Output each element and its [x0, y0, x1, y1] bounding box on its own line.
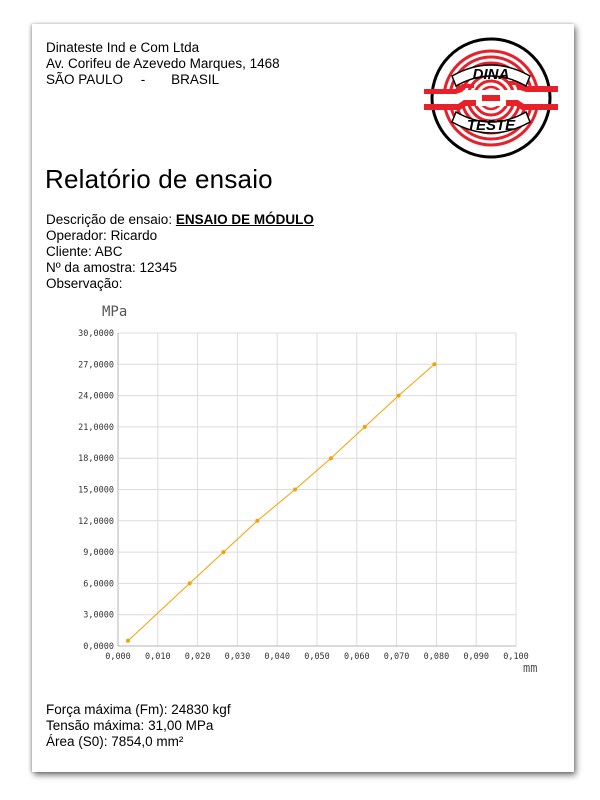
x-tick-label: 0,000: [105, 652, 131, 662]
sample-number-row: [46, 260, 314, 276]
y-tick-label: 12,0000: [78, 516, 114, 527]
y-tick-label: 9,0000: [83, 548, 114, 559]
logo-bottom-text: TESTE: [466, 117, 516, 134]
logo-top-text: DINA: [472, 66, 510, 83]
client-row: [46, 244, 314, 260]
data-point: [329, 456, 333, 460]
company-header: [46, 40, 280, 88]
series-line: [128, 364, 434, 641]
x-tick-label: 0,030: [224, 652, 251, 662]
company-city-row: [46, 72, 280, 88]
test-description-label: Descrição de ensaio:: [46, 212, 173, 227]
test-description-row: [46, 212, 314, 228]
data-point: [221, 550, 225, 554]
y-tick-label: 21,0000: [78, 422, 114, 433]
sample-number-value: 12345: [139, 260, 178, 275]
operator-label: Operador:: [46, 228, 107, 243]
data-point: [432, 362, 436, 366]
data-point: [255, 519, 259, 523]
company-separator: -: [140, 72, 146, 87]
area-row: [46, 734, 231, 750]
dinateste-logo: [422, 34, 560, 162]
y-tick-label: 27,0000: [78, 360, 114, 371]
company-city: SÃO PAULO: [46, 72, 124, 87]
test-description-value: ENSAIO DE MÓDULO: [175, 212, 314, 227]
y-axis-label: MPa: [102, 304, 128, 320]
x-tick-label: 0,070: [383, 652, 410, 662]
max-stress-value: 31,00 MPa: [148, 718, 214, 733]
max-force-value: 24830 kgf: [171, 702, 231, 717]
x-tick-label: 0,090: [463, 652, 489, 662]
operator-value: Ricardo: [110, 228, 158, 243]
x-tick-label: 0,100: [503, 652, 529, 662]
y-tick-label: 3,0000: [83, 610, 114, 621]
x-tick-label: 0,010: [145, 652, 171, 662]
y-tick-label: 24,0000: [78, 391, 114, 402]
y-tick-label: 0,0000: [83, 642, 114, 652]
x-tick-label: 0,040: [264, 652, 290, 662]
company-name: Dinateste Ind e Com Ltda: [46, 40, 200, 55]
company-address: Av. Corifeu de Azevedo Marques, 1468: [46, 56, 280, 71]
x-axis-label: mm: [523, 661, 538, 675]
x-tick-label: 0,050: [304, 652, 330, 662]
operator-row: [46, 228, 314, 244]
y-tick-label: 6,0000: [83, 579, 114, 590]
x-tick-label: 0,020: [184, 652, 211, 662]
y-tick-label: 30,0000: [78, 329, 114, 339]
client-label: Cliente:: [46, 244, 92, 259]
results-summary: [46, 702, 231, 750]
max-force-label: Força máxima (Fm):: [46, 702, 168, 717]
company-country: BRASIL: [171, 72, 220, 87]
max-stress-row: [46, 718, 231, 734]
x-tick-label: 0,060: [344, 652, 370, 662]
y-tick-label: 15,0000: [78, 485, 114, 496]
report-metadata: [46, 212, 314, 292]
stress-strain-chart: [40, 296, 560, 686]
data-point: [188, 581, 192, 585]
max-stress-label: Tensão máxima:: [46, 718, 145, 733]
observation-label: Observação:: [46, 276, 123, 291]
report-title: Relatório de ensaio: [45, 164, 273, 194]
data-point: [293, 488, 297, 492]
data-point: [397, 394, 401, 398]
area-label: Área (S0):: [46, 734, 108, 749]
data-point: [363, 425, 367, 429]
client-value: ABC: [94, 244, 123, 259]
sample-number-label: Nº da amostra:: [46, 260, 136, 275]
x-tick-label: 0,080: [423, 652, 450, 662]
max-force-row: [46, 702, 231, 718]
y-tick-label: 18,0000: [78, 454, 114, 465]
area-value: 7854,0 mm²: [111, 734, 184, 749]
observation-row: [46, 276, 314, 292]
data-point: [126, 639, 130, 643]
